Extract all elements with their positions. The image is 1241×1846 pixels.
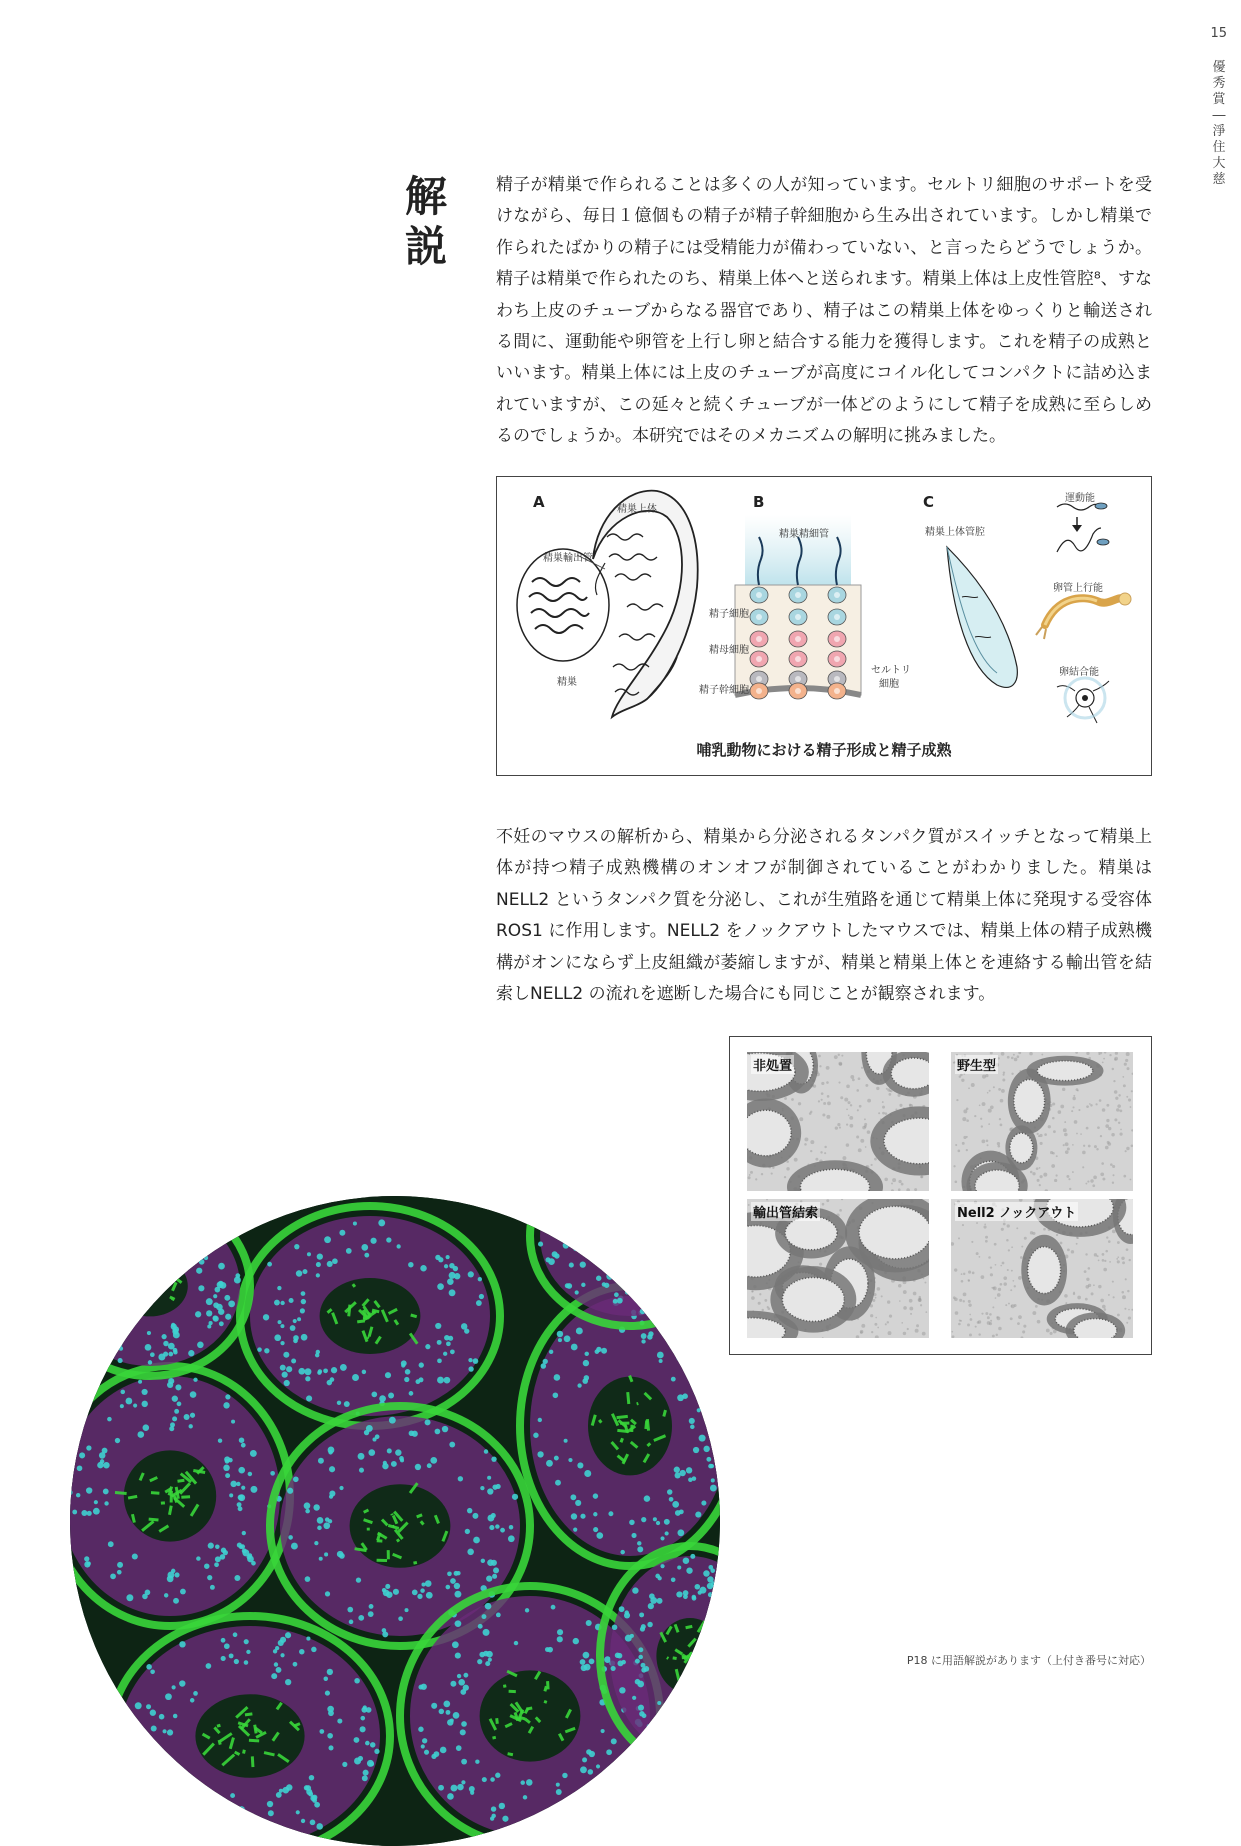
label-sertoli-2: 細胞 (879, 675, 899, 690)
seminiferous-tubule-illustration (735, 515, 861, 695)
epididymal-lumen-illustration (947, 547, 1017, 687)
label-seminiferous-tubule: 精巣精細管 (779, 525, 829, 540)
fluorescence-micrograph (70, 1196, 720, 1846)
label-epididymis: 精巣上体 (617, 500, 657, 515)
micrograph-untreated (747, 1052, 929, 1191)
label-efferent-duct: 精巣輸出管 (543, 549, 593, 564)
label-motility: 運動能 (1065, 489, 1095, 504)
figure-spermatogenesis-drawing (497, 477, 1151, 775)
micrograph-ligation (747, 1199, 929, 1338)
oviduct-icon (1036, 593, 1131, 639)
panel-c-letter: C (923, 493, 934, 511)
micrograph-label: 輸出管結索 (751, 1202, 820, 1221)
figure-spermatogenesis (496, 476, 1152, 776)
micrograph-wild-type (951, 1052, 1133, 1191)
label-sertoli-1: セルトリ (871, 661, 911, 676)
figure-histology (729, 1036, 1152, 1355)
side-label: 優秀賞 ― 淨住大慈 (1211, 60, 1227, 188)
micrograph-label: Nell2 ノックアウト (955, 1202, 1078, 1221)
label-epididymal-lumen: 精巣上体管腔 (925, 523, 985, 538)
testis-illustration (517, 549, 609, 661)
label-testis: 精巣 (557, 673, 577, 688)
panel-b-letter: B (753, 493, 764, 511)
figure-caption: 哺乳動物における精子形成と精子成熟 (497, 739, 1151, 760)
micrograph-label: 野生型 (955, 1055, 998, 1074)
footnote: P18 に用語解説があります（上付き番号に対応） (907, 1652, 1151, 1668)
label-egg-binding: 卵結合能 (1059, 663, 1099, 678)
page-number: 15 (1210, 26, 1227, 41)
section-heading: 解説 (405, 172, 455, 272)
egg-binding-icon (1057, 678, 1109, 723)
paragraph-findings: 不妊のマウスの解析から、精巣から分泌されるタンパク質がスイッチとなって精巣上体が持つ精子成熟機構のオンオフが制御されていることがわかりました。精巣は NELL2 というタンパク質を分泌し、これが生殖路を通じて精巣上体に発現する受容体 ROS1 に作用します。NELL2 をノックアウトしたマウスでは、精巣上体の精子成熟機構がオンにならず上皮組織が萎縮しますが、精巣と精巣上体とを連絡する輸出管を結索しNELL2 の流れを遮断した場合にも同じことが観察されます。 (496, 822, 1152, 1010)
paragraph-intro: 精子が精巣で作られることは多くの人が知っています。セルトリ細胞のサポートを受けながら、毎日１億個もの精子が精子幹細胞から生み出されています。しかし精巣で作られたばかりの精子には受精能力が備わっていない、と言ったらどうでしょうか。精子は精巣で作られたのち、精巣上体へと送られます。精巣上体は上皮性管腔⁸、すなわち上皮のチューブからなる器官であり、精子はこの精巣上体をゆっくりと輸送される間に、運動能や卵管を上行し卵と結合する能力を獲得します。これを精子の成熟といいます。精巣上体には上皮のチューブが高度にコイル化してコンパクトに詰め込まれていますが、この延々と続くチューブが一体どのようにして精子を成熟に至らしめるのでしょうか。本研究ではそのメカニズムの解明に挑みました。 (496, 170, 1152, 453)
panel-a-letter: A (533, 493, 545, 511)
micrograph-label: 非処置 (751, 1055, 794, 1074)
micrograph-nell2-knockout (951, 1199, 1133, 1338)
label-spermatid: 精子細胞 (709, 605, 749, 620)
label-spermatocyte: 精母細胞 (709, 641, 749, 656)
label-spermatogonial-stem-cell: 精子幹細胞 (699, 681, 749, 696)
sperm-motility-icon (1057, 503, 1109, 552)
fluorescence-micrograph-image (70, 1196, 720, 1846)
label-oviduct-ascent: 卵管上行能 (1053, 579, 1103, 594)
